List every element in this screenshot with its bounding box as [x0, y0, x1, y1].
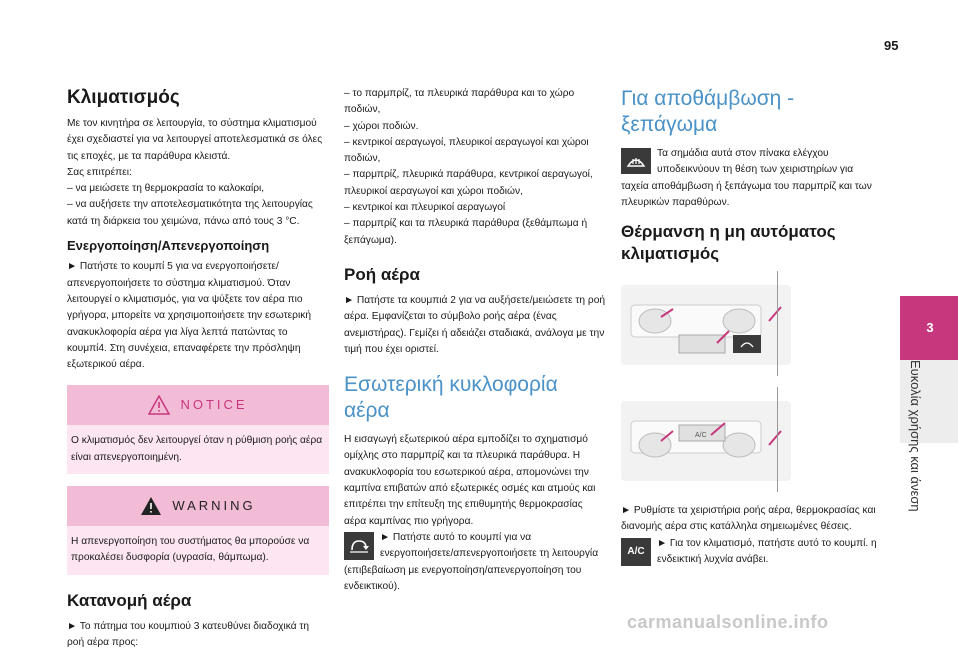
recirculation-text: Η εισαγωγή εξωτερικού αέρα εμποδίζει το σχηματισμό ομίχλης στο παρμπρίζ και τα πλευρικά παράθυρα. Η ανακυκλοφορία του εσωτερικού αέρα, απομονώνει την καμπίνα επιβατών από εξωτερικές οσμές και ατμούς και επιτρέπει την επίτευξη της επιθυμητής θερμοκρασίας αέρα καμπίνας πιο γρήγορα.: [344, 434, 596, 527]
notice-title: NOTICE: [180, 397, 248, 413]
intro-text: Με τον κινητήρα σε λειτουργία, το σύστημα κλιματισμού έχει σχεδιαστεί για να λειτουργεί αποτελεσματικά σε όλες τις εποχές, με τα παράθυρα κλειστά.: [67, 118, 323, 162]
warning-title: WARNING: [172, 497, 256, 513]
notice-header: [67, 385, 329, 425]
defrost-text: Τα σημάδια αυτά στον πίνακα ελέγχου υποδεικνύουν τη θέση των χειριστηρίων για ταχεία αποθάμβωση ή ξεπάγωμα του παρμπρίζ και των πλευρικών παραθύρων.: [621, 148, 872, 208]
warning-box: [67, 486, 329, 575]
ac-text: ► Για τον κλιματισμό, πατήστε αυτό το κουμπί. η ενδεικτική λυχνία ανάβει.: [657, 537, 877, 566]
recirculation-button-text: ► Πατήστε αυτό το κουμπί για να ενεργοποιήσετε/απενεργοποιήσετε τη λειτουργία (επιβεβαίωση με ενεργοποίηση/απενεργοποίηση του ενδεικτικού).: [344, 531, 599, 592]
divider-line: [777, 387, 778, 492]
activation-text: ► Πατήστε το κουμπί 5 για να ενεργοποιήσετε/απενεργοποιήσετε το σύστημα κλιματισμού. Όταν λειτουργεί ο κλιματισμός, για να ψύξετε τον αέρα πιο γρήγορα, μπορείτε να χρησιμοποιήσετε την εσωτερική ανακυκλοφορία αέρα για λίγα λεπτά πατώντας το κουμπί4. Στη συνέχεια, επαναφέρετε την πρόσληψη εξωτερικού αέρα.: [67, 261, 311, 371]
ac-button-icon: A/C: [621, 538, 651, 566]
control-panel-illustration-1: [621, 271, 883, 381]
svg-text:A/C: A/C: [695, 432, 707, 440]
heading-manual-ac: Θέρμανση η μη αυτόματος κλιματισμός: [621, 222, 836, 264]
warning-text: Η απενεργοποίηση του συστήματος θα μπορούσε να προκαλέσει δυσφορία (υγρασία, θάμπωμα).: [71, 536, 310, 564]
chapter-title: Ευκολία χρήσης και άνεση: [908, 360, 923, 512]
control-panel-image: [621, 401, 791, 481]
heading-activation: Ενεργοποίηση/Απενεργοποίηση: [67, 238, 270, 254]
control-panel-image: [621, 285, 791, 365]
notice-box: [67, 385, 329, 474]
column-1: [67, 86, 329, 651]
airflow-text: ► Πατήστε τα κουμπιά 2 για να αυξήσετε/μειώσετε τη ροή αέρα. Εμφανίζεται το σύμβολο ροής αέρα (ένας ανεμιστήρας). Γεμίζει ή αδειάζει σταδιακά, ανάλογα με την τιμή που έχει οριστεί.: [344, 294, 606, 355]
heading-airflow: Ροή αέρα: [344, 264, 420, 284]
control-panel-illustration-2: [621, 387, 883, 497]
heading-recirculation: Εσωτερική κυκλοφορία αέρα: [344, 373, 558, 423]
bullet-heat: – να αυξήσετε την αποτελεσματικότητα της λειτουργίας κατά τη διάρκεια του χειμώνα, πάνω από τους 3 °C.: [67, 199, 313, 227]
notice-icon: [148, 395, 170, 415]
column-2: [344, 86, 606, 595]
column-3: [621, 86, 883, 568]
notice-text: Ο κλιματισμός δεν λειτουργεί όταν η ρύθμιση ροής αέρα είναι απενεργοποιημένη.: [71, 435, 323, 463]
distribution-text: ► Το πάτημα του κουμπιού 3 κατευθύνει διαδοχικά τη ροή αέρα προς:: [67, 620, 310, 648]
allows-text: Σας επιτρέπει:: [67, 166, 132, 178]
distribution-list: – το παρμπρίζ, τα πλευρικά παράθυρα και το χώρο ποδιών, – χώροι ποδιών. – κεντρικοί αεραγωγοί, πλευρικοί αεραγωγοί και χώροι ποδιών, – παρμπρίζ, πλευρικά παράθυρα, κεντρικοί αεραγωγοί, πλευρικοί αεραγωγοί και χώροι ποδιών, – κεντρικοί και πλευρικοί αεραγωγοί – παρμπρίζ και τα πλευρικά παράθυρα (ξεθάμπωμα ή ξεπάγωμα).: [344, 88, 593, 246]
divider-line: [777, 271, 778, 376]
defrost-icon: [621, 148, 651, 174]
adjust-text: ► Ρυθμίστε τα χειριστήρια ροής αέρα, θερμοκρασίας και διανομής αέρα στις κατάλληλα σημειωμένες θέσεις.: [621, 505, 876, 533]
heading-distribution: Κατανομή αέρα: [67, 590, 192, 610]
warning-header: [67, 486, 329, 526]
bullet-cool: – να μειώσετε τη θερμοκρασία το καλοκαίρι,: [67, 183, 265, 195]
warning-icon: [140, 496, 162, 516]
section-title-ac: Κλιματισμός: [67, 87, 180, 108]
heading-defrost: Για αποθάμβωση - ξεπάγωμα: [621, 87, 795, 136]
page-number: 95: [884, 38, 899, 53]
recirculation-icon: [344, 532, 374, 560]
chapter-number: 3: [926, 320, 934, 335]
watermark: carmanualsonline.info: [627, 612, 829, 632]
